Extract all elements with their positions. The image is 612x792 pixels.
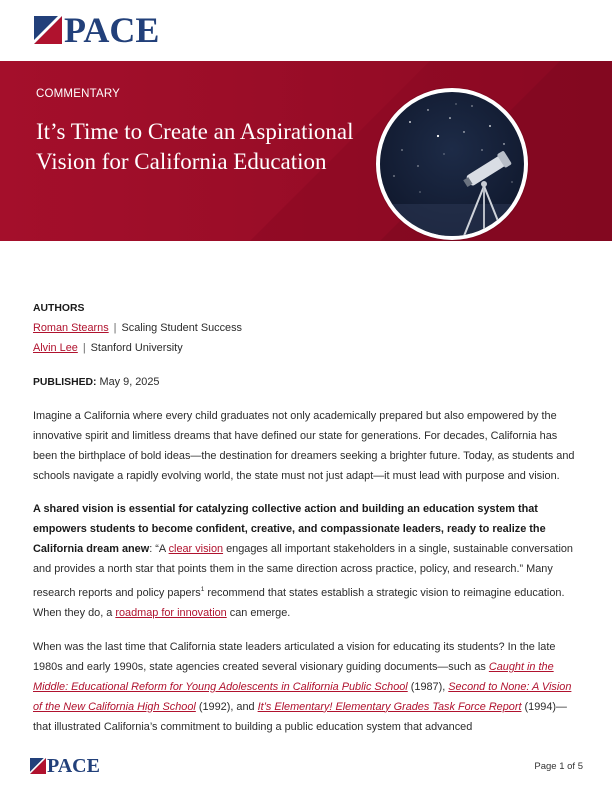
link-second-to-none[interactable]: Second to None: A Vision of the New California High School: [33, 680, 572, 713]
footnote-ref[interactable]: 1: [200, 586, 205, 594]
page-title: It’s Time to Create an Aspirational Vision for California Education: [36, 119, 354, 174]
author-affiliation: Scaling Student Success: [121, 321, 242, 334]
author-link-alvin-lee[interactable]: Alvin Lee: [33, 341, 78, 354]
author-link-roman-stearns[interactable]: Roman Stearns: [33, 321, 109, 334]
paragraph-3: [33, 638, 581, 738]
paragraph-2-lead: A shared vision is essential for catalyzing collective action and building an education system that empowers students to become confident, creative, and compassionate leaders, ready to realize the California dream anew: [33, 503, 546, 556]
footer-logo-text: PACE: [47, 755, 100, 777]
published-line: [33, 373, 581, 393]
link-caught-in-the-middle[interactable]: Caught in the Middle: Educational Reform for Young Adolescents in California Public School: [33, 660, 554, 693]
text-run: (1992), and: [195, 700, 258, 713]
author-affiliation: Stanford University: [90, 341, 183, 354]
pace-logo: [34, 10, 160, 50]
page-number: Page 1 of 5: [534, 761, 583, 772]
text-run: engages all important stakeholders in a single, sustainable conversation and provides a north star that points them in the same direction across practice, policy, and research.” Many research reports and policy papers: [33, 543, 573, 600]
authors-heading: AUTHORS: [33, 303, 85, 314]
logo-text: PACE: [64, 10, 160, 50]
pace-logo-mark-icon: [34, 16, 62, 44]
author-entry: [33, 319, 581, 339]
separator: |: [113, 321, 117, 334]
link-roadmap-for-innovation[interactable]: roadmap for innovation: [115, 606, 227, 619]
text-run: (1994)—that illustrated California’s commitment to building a public education system that advanced: [33, 700, 567, 733]
pace-logo-mark-icon: [30, 758, 46, 774]
text-run: When was the last time that California state leaders articulated a vision for educating its students? In the late 1980s and early 1990s, state agencies created several visionary guiding documents—such as: [33, 640, 556, 673]
article-type-kicker: COMMENTARY: [36, 88, 120, 100]
telescope-icon: [380, 92, 524, 236]
article-body: [33, 299, 581, 737]
link-clear-vision[interactable]: clear vision: [168, 543, 224, 556]
author-entry: [33, 339, 581, 359]
published-label: PUBLISHED:: [33, 376, 97, 388]
link-its-elementary[interactable]: It’s Elementary! Elementary Grades Task Force Report: [257, 700, 522, 713]
text-run: (1987),: [407, 680, 449, 693]
text-run: can emerge.: [226, 606, 291, 619]
text-run: : “A: [149, 543, 169, 556]
separator: |: [82, 341, 86, 354]
paragraph-2: [33, 500, 581, 623]
text-run: recommend that states establish a strategic vision to reimagine education. When they do, a: [33, 587, 565, 619]
published-date: May 9, 2025: [99, 375, 160, 388]
footer-pace-logo: [30, 757, 100, 775]
telescope-night-sky-photo: [376, 88, 528, 240]
paragraph-1: Imagine a California where every child graduates not only academically prepared but also empowered by the innovative spirit and limitless dreams that have defined our state for generations. For decades, California has been the birthplace of bold ideas—the destination for dreamers seeking a brighter future. Today, as students and schools navigate a rapidly evolving world, the state must not just adapt—it must lead with purpose and vision.: [33, 409, 575, 482]
